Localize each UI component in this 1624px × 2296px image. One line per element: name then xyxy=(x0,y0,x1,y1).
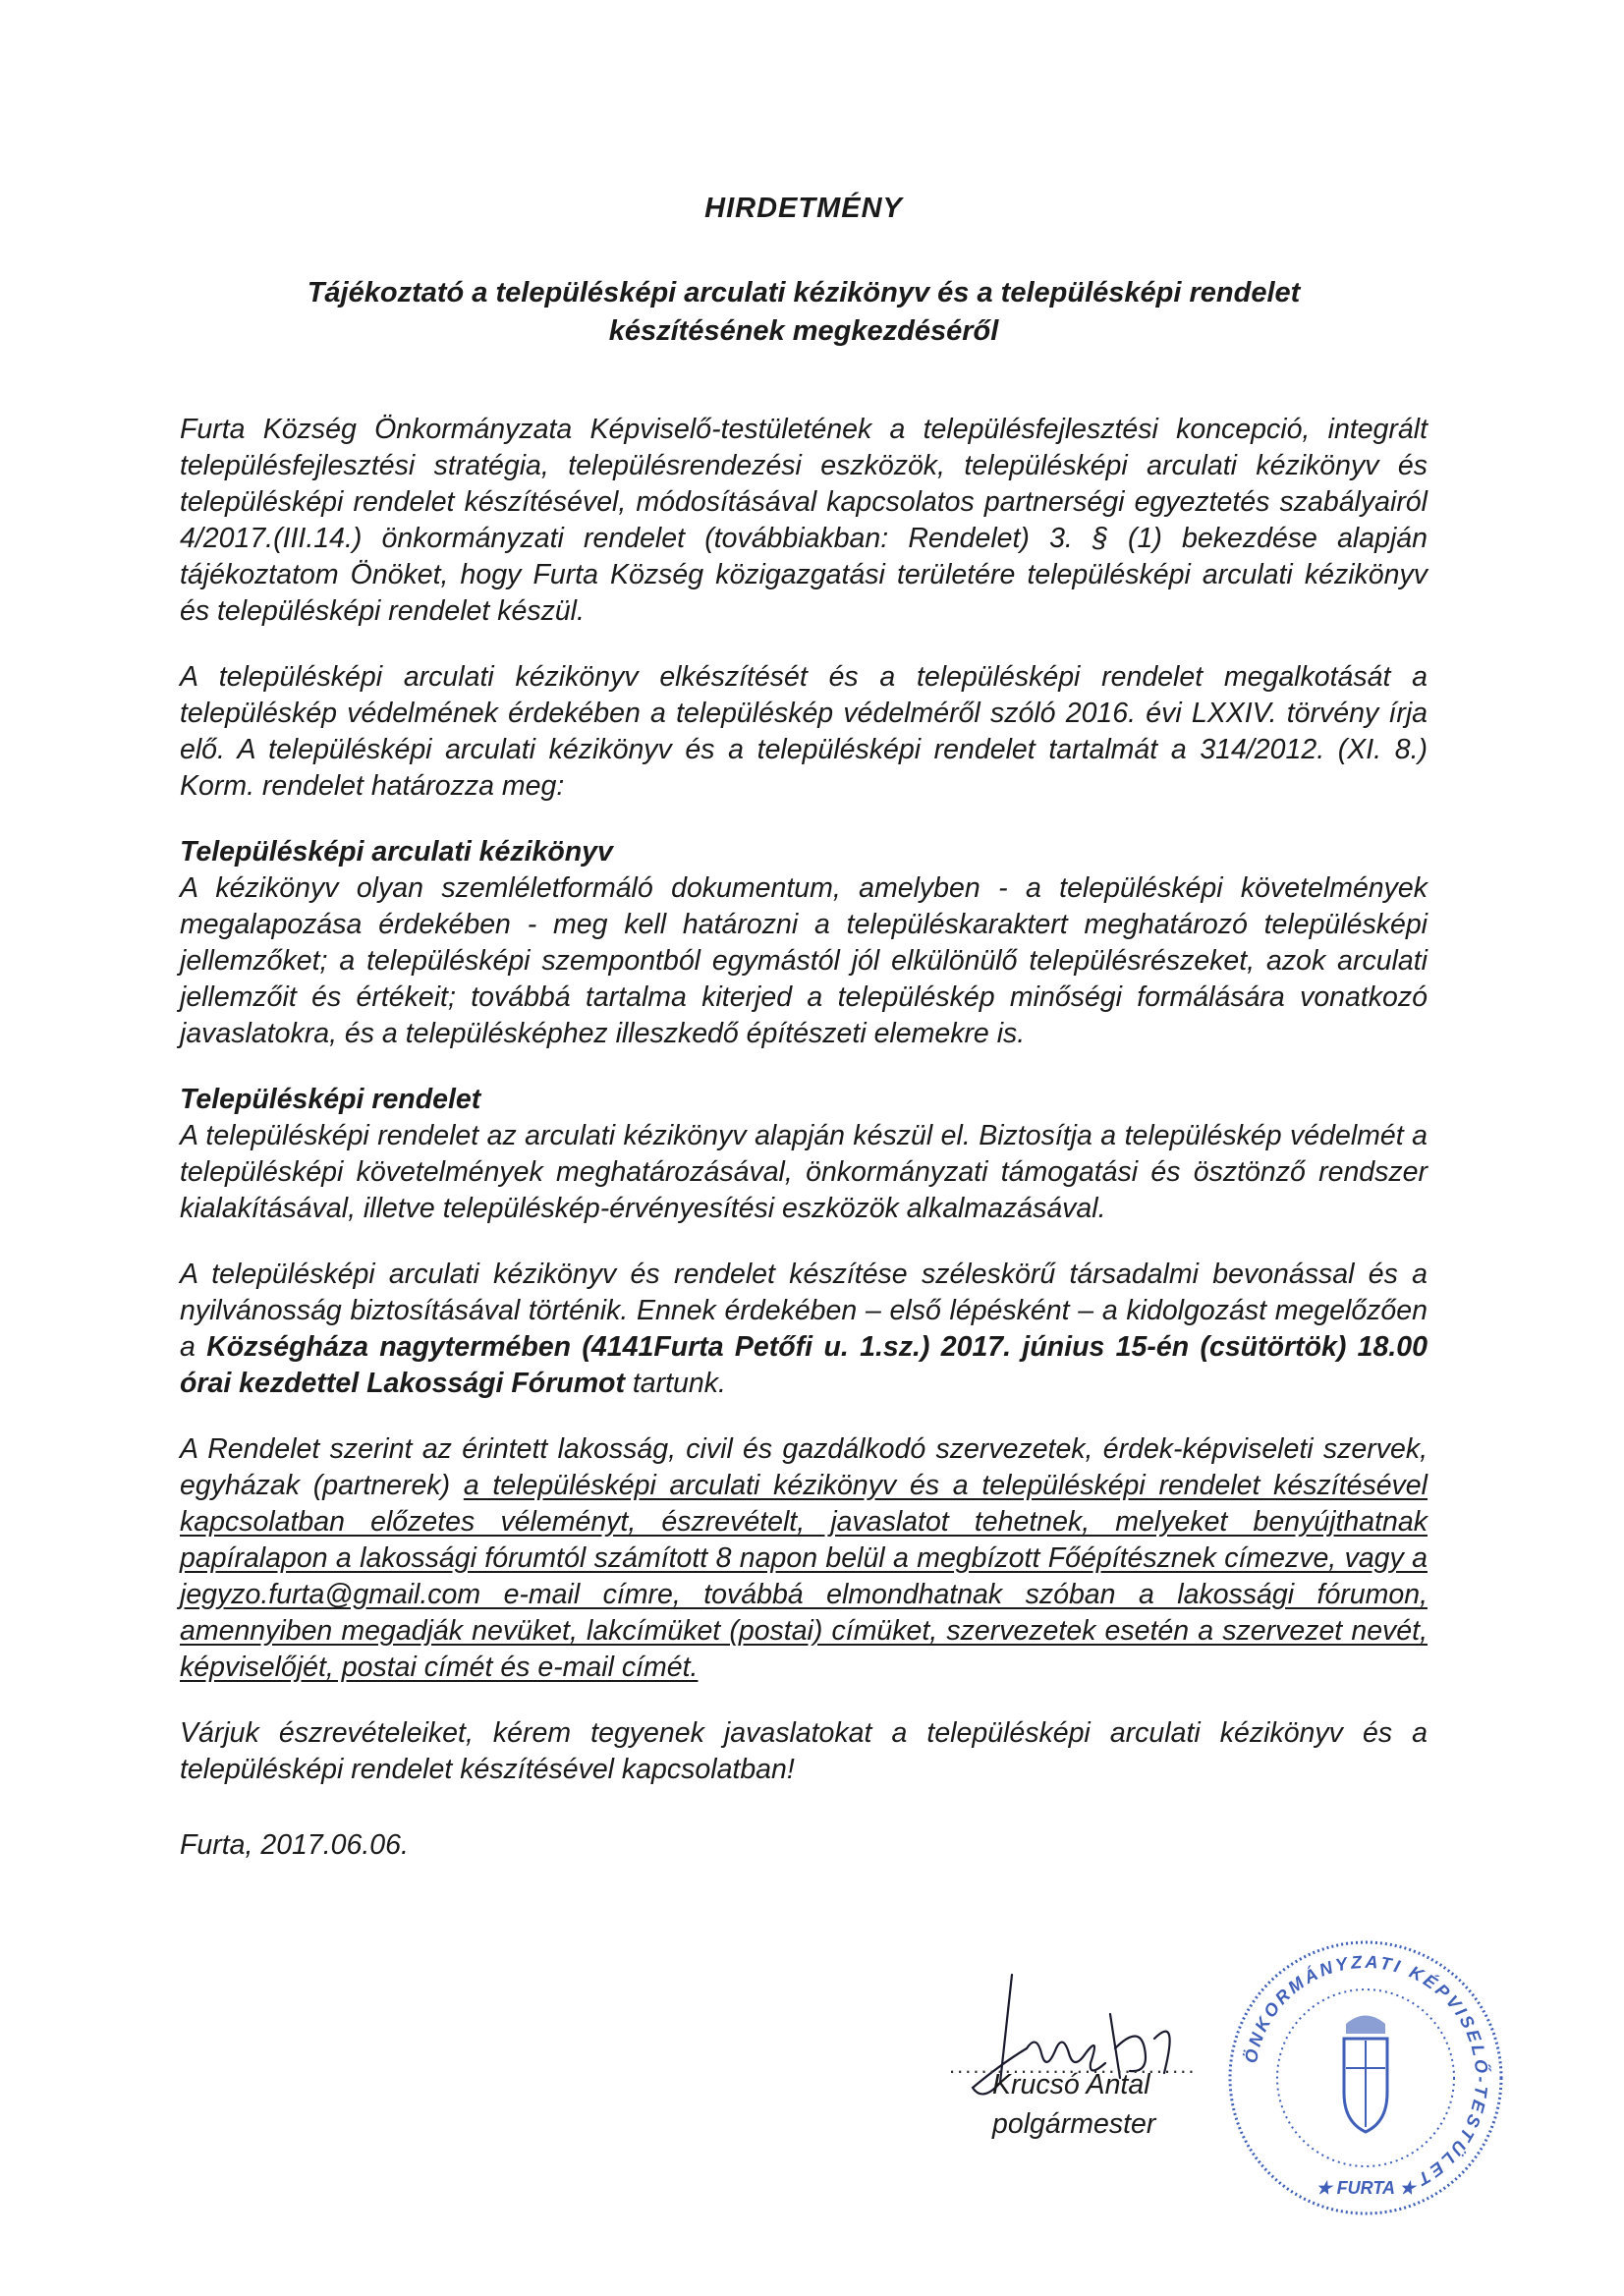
signer xyxy=(992,2065,1155,2144)
partners-text-a: A Rendelet szerint az érintett lakosság, civil és gazdálkodó szervezetek, érdek-képviseleti szervek, egyházak (partnerek) xyxy=(180,1433,1428,1501)
closing-paragraph: Várjuk észrevételeiket, kérem tegyenek javaslatokat a településképi arculati kézikönyv és a településképi rendelet készítésével kapcsolatban! xyxy=(180,1717,1428,1785)
signer-name: Krucsó Antal xyxy=(992,2069,1150,2100)
regulation-paragraph: A településképi rendelet az arculati kézikönyv alapján készül el. Biztosítja a településkép védelmét a településképi követelmények meghatározásával, önkormányzati támogatási és ösztönző rendszer kialakításával, illetve településkép-érvényesítési eszközök alkalmazásával. xyxy=(180,1120,1428,1224)
intro-paragraph: Furta Község Önkormányzata Képviselő-testületének a településfejlesztési koncepció, integrált településfejlesztési stratégia, településrendezési eszközök, településképi arculati kézikönyv és településképi rendelet készítésével, módosításával kapcsolatos partnerségi egyeztetés szabályairól 4/2017.(III.14.) önkormányzati rendelet (továbbiakban: Rendelet) 3. § (1) bekezdése alapján tájékoztatom Önöket, hogy Furta Község közigazgatási területére településképi arculati kézikönyv és településképi rendelet készül. xyxy=(180,414,1428,627)
section-heading-handbook: Településképi arculati kézikönyv xyxy=(180,836,613,868)
section-heading-regulation: Településképi rendelet xyxy=(180,1084,481,1115)
document-body xyxy=(180,193,1428,1862)
handbook-paragraph: A kézikönyv olyan szemléletformáló dokumentum, amelyben - a településképi követelmények megalapozása érdekében - meg kell határozni a településkaraktert meghatározó településképi jellemzőket; a településképi szempontból egymástól jól elkülönülő településrészeket, azok arculati jellemzőit és értékeit; továbbá tartalma kiterjed a településkép minőségi formálására vonatkozó javaslatokra, és a településképhez illeszkedő építészeti elemekre is. xyxy=(180,872,1428,1049)
place-date: Furta, 2017.06.06. xyxy=(180,1829,409,1861)
forum-text-c: tartunk. xyxy=(624,1368,726,1399)
partners-paragraph xyxy=(180,1431,1428,1686)
subtitle-line-2: készítésének megkezdéséről xyxy=(608,315,999,347)
subtitle-line-1: Tájékoztató a településképi arculati kézikönyv és a településképi rendelet xyxy=(307,277,1301,308)
signature-line: ............................... xyxy=(949,2053,1197,2078)
forum-paragraph xyxy=(180,1257,1428,1402)
stamp-bottom-text: ★ FURTA ★ xyxy=(1316,2178,1416,2198)
signer-role: polgármester xyxy=(992,2108,1156,2140)
forum-location-time: Községháza nagytermében (4141Furta Petőfi u. 1.sz.) 2017. június 15-én (csütörtök) 18.00 órai kezdettel Lakossági Fórumot xyxy=(180,1331,1428,1399)
stamp-ring-text: ÖNKORMÁNYZATI KÉPVISELŐ-TESTÜLET xyxy=(1240,1951,1492,2191)
document-title: HIRDETMÉNY xyxy=(704,193,903,224)
forum-text-a: A településképi arculati kézikönyv és rendelet készítése széleskörű társadalmi bevonással és a nyilvánosság biztosításával történik. Ennek érdekében – első lépésként – a kidolgozást megelőzően a xyxy=(180,1259,1428,1363)
official-stamp xyxy=(1218,1931,1513,2225)
legal-basis-paragraph: A településképi arculati kézikönyv elkészítését és a településképi rendelet megalkotását a településkép védelmének érdekében a településkép védelméről szóló 2016. évi LXXIV. törvény írja elő. A településképi arculati kézikönyv és a településképi rendelet tartalmát a 314/2012. (XI. 8.) Korm. rendelet határozza meg: xyxy=(180,661,1428,802)
svg-text:ÖNKORMÁNYZATI KÉPVISELŐ-TESTÜL xyxy=(1241,1952,1492,2191)
document-subtitle xyxy=(180,274,1428,351)
partners-underlined-text: a településképi arculati kézikönyv és a településképi rendelet készítésével kapcsolatban előzetes véleményt, észrevételt, javaslatot tehetnek, melyeket benyújthatnak papíralapon a lakossági fórumtól számított 8 napon belül a megbízott Főépítésznek címezve, vagy a jegyzo.furta@gmail.com e-mail címre, továbbá elmondhatnak szóban a lakossági fórumon, amennyiben megadják nevüket, lakcímüket (postai) címüket, szervezetek esetén a szervezet nevét, képviselőjét, postai címét és e-mail címét. xyxy=(180,1470,1428,1683)
